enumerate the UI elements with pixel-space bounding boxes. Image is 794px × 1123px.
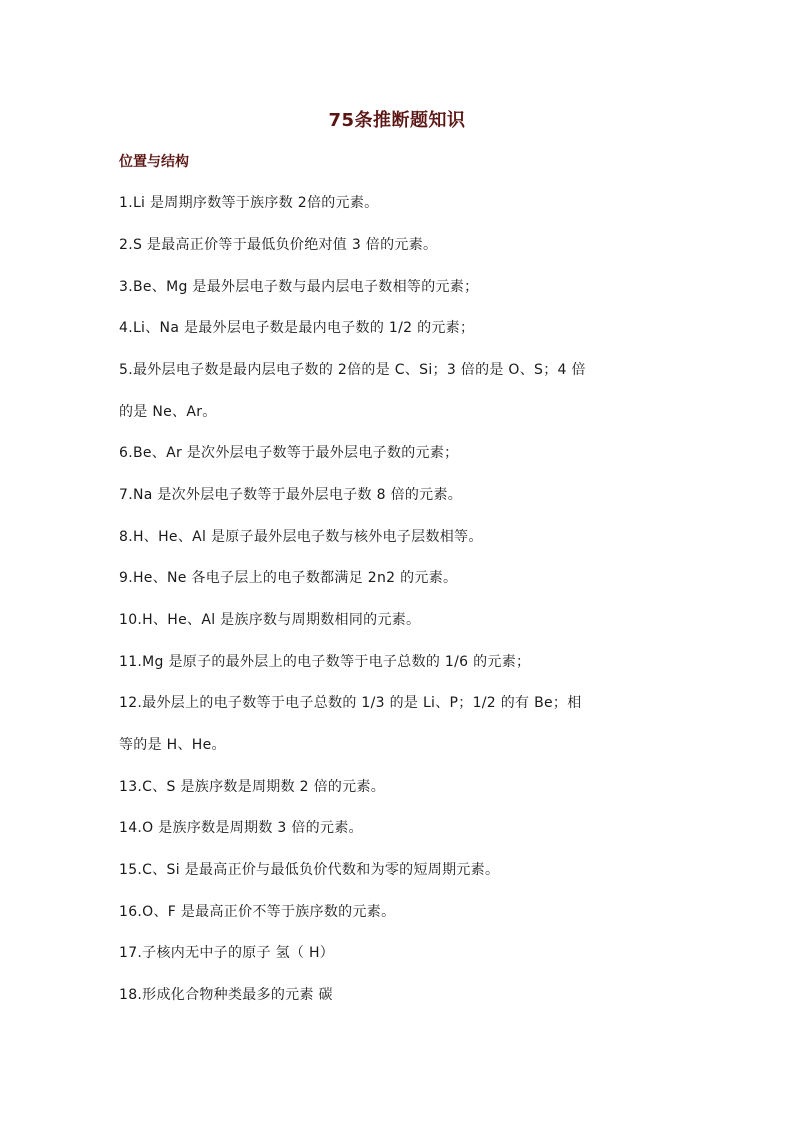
list-item: 7.Na 是次外层电子数等于最外层电子数 8 倍的元素。 xyxy=(119,487,463,503)
list-item: 13.C、S 是族序数是周期数 2 倍的元素。 xyxy=(119,779,386,795)
list-item: 9.He、Ne 各电子层上的电子数都满足 2n2 的元素。 xyxy=(119,570,458,586)
list-item-continuation: 等的是 H、He。 xyxy=(119,737,226,753)
page-title: 75条推断题知识 xyxy=(328,110,466,131)
list-item: 3.Be、Mg 是最外层电子数与最内层电子数相等的元素； xyxy=(119,279,479,295)
section-heading: 位置与结构 xyxy=(119,154,189,170)
list-item: 12.最外层上的电子数等于电子总数的 1/3 的是 Li、P；1/2 的有 Be；相 xyxy=(119,695,582,711)
list-item: 10.H、He、Al 是族序数与周期数相同的元素。 xyxy=(119,612,421,628)
list-item: 15.C、Si 是最高正价与最低负价代数和为零的短周期元素。 xyxy=(119,862,500,878)
list-item: 11.Mg 是原子的最外层上的电子数等于电子总数的 1/6 的元素； xyxy=(119,654,531,670)
list-item: 6.Be、Ar 是次外层电子数等于最外层电子数的元素； xyxy=(119,445,459,461)
list-item: 5.最外层电子数是最内层电子数的 2倍的是 C、Si；3 倍的是 O、S；4 倍 xyxy=(119,362,586,378)
list-item: 17.子核内无中子的原子 氢（ H） xyxy=(119,945,335,961)
list-item: 2.S 是最高正价等于最低负价绝对值 3 倍的元素。 xyxy=(119,237,438,253)
list-item-continuation: 的是 Ne、Ar。 xyxy=(119,404,217,420)
list-item: 1.Li 是周期序数等于族序数 2倍的元素。 xyxy=(119,195,379,211)
list-item: 8.H、He、Al 是原子最外层电子数与核外电子层数相等。 xyxy=(119,529,483,545)
list-item: 16.O、F 是最高正价不等于族序数的元素。 xyxy=(119,904,396,920)
list-item: 18.形成化合物种类最多的元素 碳 xyxy=(119,987,333,1003)
list-item: 4.Li、Na 是最外层电子数是最内电子数的 1/2 的元素； xyxy=(119,320,475,336)
list-item: 14.O 是族序数是周期数 3 倍的元素。 xyxy=(119,820,363,836)
